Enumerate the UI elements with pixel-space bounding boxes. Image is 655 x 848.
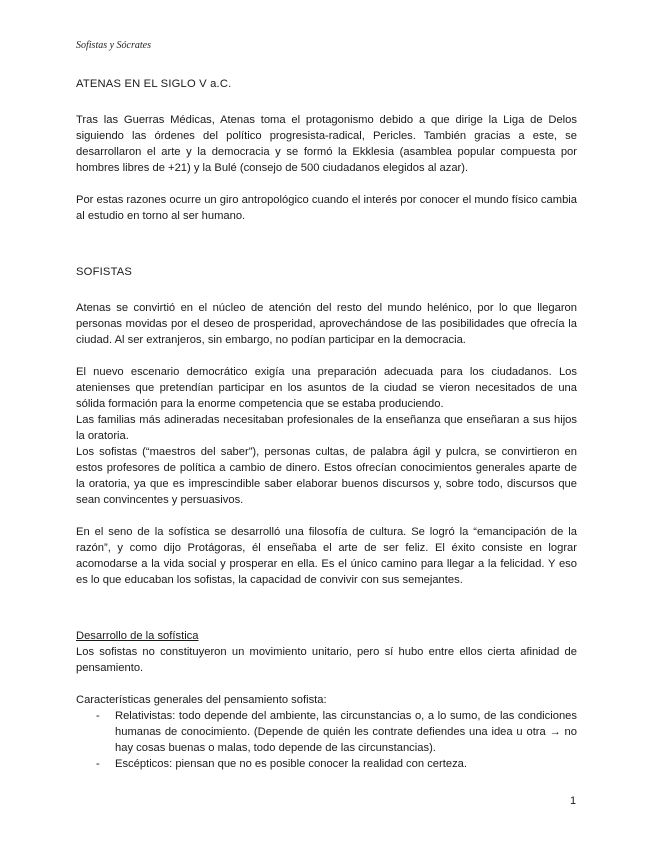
paragraph: Atenas se convirtió en el núcleo de atención del resto del mundo helénico, por lo que llegaron personas movidas por el deseo de prosperidad, aprovechándose de las posibilidades que ofrecía la ciudad. Al ser extranjeros, sin embargo, no podían participar en la democracia. — [76, 302, 577, 346]
paragraph: Por estas razones ocurre un giro antropológico cuando el interés por conocer el mundo físico cambia al estudio en torno al ser humano. — [76, 194, 577, 222]
subsection-heading-desarrollo: Desarrollo de la sofística — [76, 630, 199, 642]
paragraph: Los sofistas no constituyeron un movimiento unitario, pero sí hubo entre ellos cierta afinidad de pensamiento. — [76, 646, 577, 674]
spacer — [76, 588, 577, 612]
list-dash-marker: - — [96, 710, 100, 722]
spacer — [76, 612, 577, 628]
page-number: 1 — [570, 795, 577, 807]
list-item-text: Relativistas: todo depende del ambiente, las circunstancias o, a lo sumo, de las condiciones humanas de conocimiento. (Depende de quién les contrate defiendes una idea u otra → no hay cosas buenas o malas, todo depende de las circunstancias). — [115, 710, 577, 754]
list-item — [76, 756, 577, 772]
paragraph: Las familias más adineradas necesitaban profesionales de la enseñanza que enseñaran a sus hijos la oratoria. — [76, 414, 577, 442]
paragraph: Los sofistas (“maestros del saber”), personas cultas, de palabra ágil y pulcra, se convirtieron en estos profesores de política a cambio de dinero. Estos ofrecían conocimientos generales aparte de la oratoria, ya que es imprescindible saber elaborar buenos discursos y, sobre todo, discursos que sean convincentes y persuasivos. — [76, 446, 577, 506]
list-item-text: Escépticos: piensan que no es posible conocer la realidad con certeza. — [115, 758, 468, 770]
section-heading-sofistas: SOFISTAS — [76, 266, 133, 278]
running-header: Sofistas y Sócrates — [76, 40, 151, 51]
document-body — [76, 76, 577, 772]
list-item — [76, 708, 577, 756]
list-dash-marker: - — [96, 758, 100, 770]
characteristics-list — [76, 708, 577, 772]
paragraph: El nuevo escenario democrático exigía una preparación adecuada para los ciudadanos. Los atenienses que pretendían participar en los asuntos de la ciudad se vieron necesitados de una sólida formación para la enorme competencia que se estaba produciendo. — [76, 366, 577, 410]
spacer — [76, 248, 577, 264]
paragraph: En el seno de la sofística se desarrolló una filosofía de cultura. Se logró la “emancipación de la razón”, y como dijo Protágoras, él enseñaba el arte de ser feliz. El éxito consiste en lograr acomodarse a la vida social y prosperar en ella. Es el único camino para llegar a la felicidad. Y eso es lo que educaban los sofistas, la capacidad de convivir con sus semejantes. — [76, 526, 577, 586]
section-heading-atenas: ATENAS EN EL SIGLO V a.C. — [76, 78, 232, 90]
list-intro: Características generales del pensamiento sofista: — [76, 694, 327, 706]
paragraph: Tras las Guerras Médicas, Atenas toma el protagonismo debido a que dirige la Liga de Delos siguiendo las órdenes del político progresista-radical, Pericles. También gracias a este, se desarrollaron el arte y la democracia y se formó la Ekklesia (asamblea popular compuesta por hombres libres de +21) y la Bulé (consejo de 500 ciudadanos elegidos al azar). — [76, 114, 577, 174]
spacer — [76, 224, 577, 248]
